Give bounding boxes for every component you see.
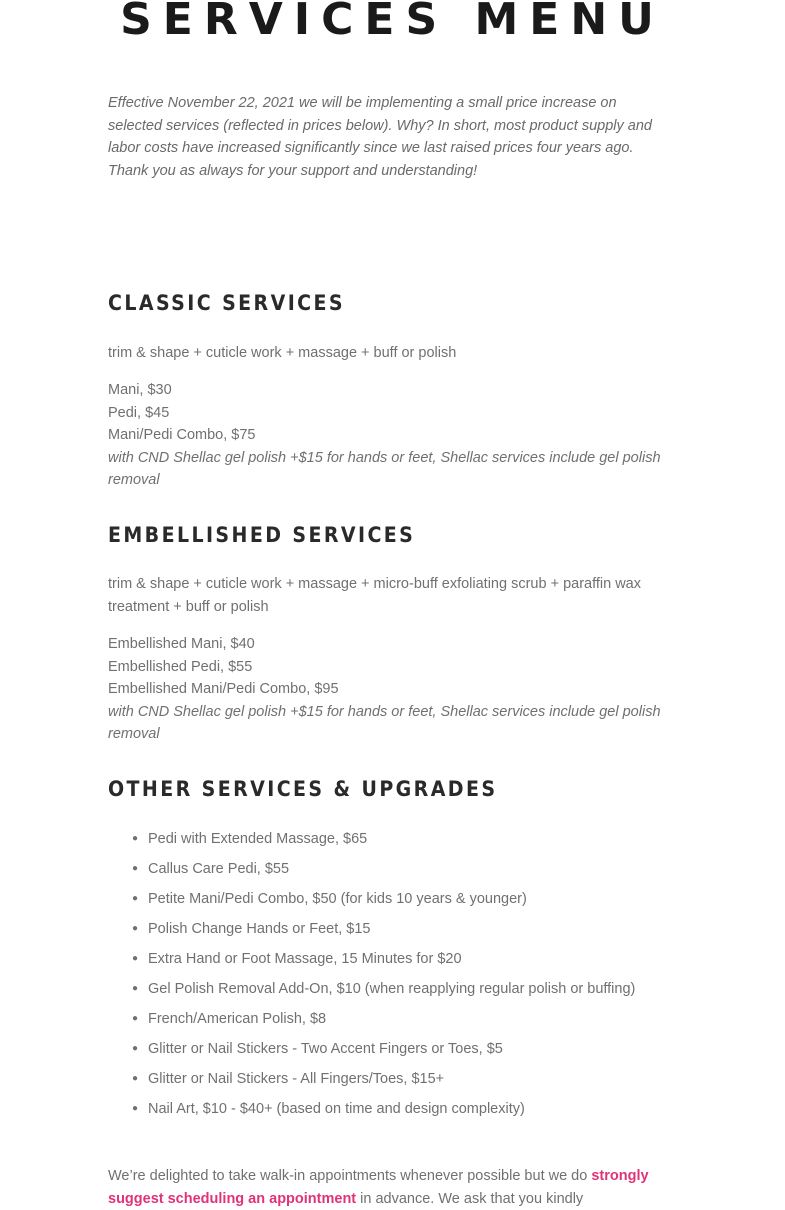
bullet-icon: ● (132, 1013, 139, 1024)
page-title: SERVICES MENU (120, 0, 665, 45)
appointment-text-start: We’re delighted to take walk-in appointments whenever possible but we do (108, 1168, 588, 1184)
embellished-services-description: trim & shape + cuticle work + massage + micro-buff exfoliating scrub + paraffin wax treatment + buff or polish (108, 576, 641, 615)
classic-services-description: trim & shape + cuticle work + massage + buff or polish (108, 345, 457, 361)
embellished-service-item: Embellished Pedi, $55 (108, 658, 253, 675)
list-item (132, 1006, 635, 1036)
list-item (132, 856, 635, 886)
list-item (132, 916, 635, 946)
classic-services-list (108, 379, 673, 492)
other-services-list (108, 826, 635, 1126)
bullet-icon: ● (132, 1043, 139, 1054)
bullet-icon: ● (132, 893, 139, 904)
embellished-services-heading: EMBELLISHED SERVICES (108, 523, 416, 548)
appointment-paragraph (108, 1165, 673, 1210)
classic-services-heading: CLASSIC SERVICES (108, 291, 345, 316)
bullet-icon: ● (132, 1103, 139, 1114)
bullet-icon: ● (132, 953, 139, 964)
embellished-service-item: Embellished Mani, $40 (108, 636, 255, 652)
classic-service-item: Pedi, $45 (108, 404, 170, 421)
list-item (132, 976, 636, 1006)
embellished-shellac-note: with CND Shellac gel polish +$15 for hands or feet, Shellac services include gel polish removal (108, 703, 661, 743)
bullet-icon: ● (132, 923, 139, 934)
list-item-label: Polish Change Hands or Feet, $15 (148, 921, 371, 937)
list-item (132, 826, 635, 856)
list-item-label: Pedi with Extended Massage, $65 (148, 831, 368, 847)
list-item-label: Glitter or Nail Stickers - Two Accent Fingers or Toes, $5 (148, 1041, 503, 1057)
schedule-appointment-link[interactable]: strongly suggest scheduling an appointment (108, 1168, 649, 1207)
list-item-label: Nail Art, $10 - $40+ (based on time and design complexity) (148, 1101, 525, 1117)
appointment-text-end: in advance. We ask that you kindly (356, 1190, 584, 1207)
list-item-label: Callus Care Pedi, $55 (148, 861, 290, 877)
list-item (132, 1036, 635, 1066)
list-item (132, 1096, 635, 1126)
list-item-label: Glitter or Nail Stickers - All Fingers/Toes, $15+ (148, 1071, 445, 1087)
embellished-services-list (108, 633, 673, 746)
list-item (132, 946, 635, 976)
bullet-icon: ● (132, 863, 139, 874)
list-item (132, 886, 635, 916)
price-increase-notice: Effective November 22, 2021 we will be implementing a small price increase on selected services (reflected in prices below). Why? In short, most product supply and labor costs have increased significantly since we last raised prices four years ago. Thank you as always for your support and understanding! (108, 95, 652, 179)
list-item-label: French/American Polish, $8 (148, 1011, 327, 1027)
list-item (132, 1066, 635, 1096)
classic-service-item: Mani, $30 (108, 382, 172, 398)
other-services-heading: OTHER SERVICES & UPGRADES (108, 777, 498, 802)
classic-service-item: Mani/Pedi Combo, $75 (108, 427, 256, 444)
bullet-icon: ● (132, 833, 139, 844)
embellished-service-item: Embellished Mani/Pedi Combo, $95 (108, 681, 339, 698)
classic-shellac-note: with CND Shellac gel polish +$15 for hands or feet, Shellac services include gel polish removal (108, 449, 661, 489)
list-item-label: Extra Hand or Foot Massage, 15 Minutes for $20 (148, 951, 462, 967)
bullet-icon: ● (132, 983, 139, 994)
list-item-label: Gel Polish Removal Add-On, $10 (when reapplying regular polish or buffing) (148, 981, 636, 997)
bullet-icon: ● (132, 1073, 139, 1084)
list-item-label: Petite Mani/Pedi Combo, $50 (for kids 10 years & younger) (148, 891, 527, 907)
